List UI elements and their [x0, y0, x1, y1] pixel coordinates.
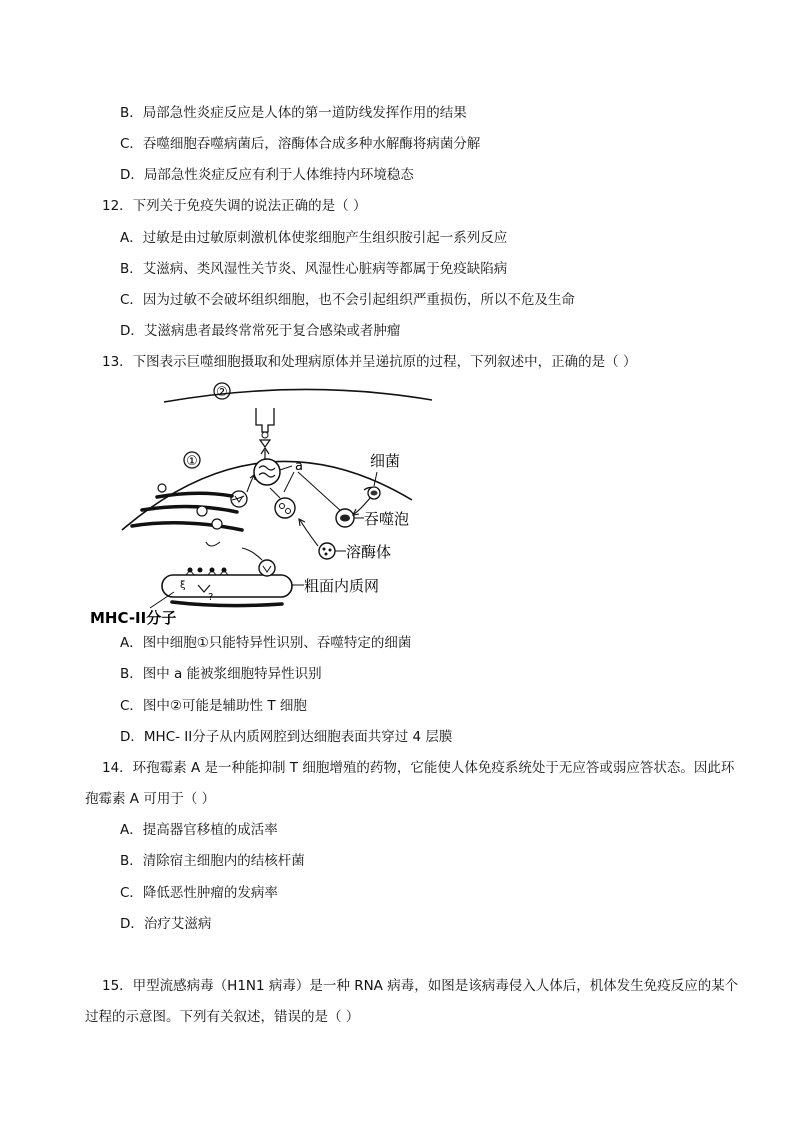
q13-option-b: B．图中 a 能被浆细胞特异性识别	[120, 666, 322, 682]
q13-option-d: D．MHC- II分子从内质网腔到达细胞表面共穿过 4 层膜	[120, 729, 453, 745]
q12-option-c: C．因为过敏不会破坏组织细胞，也不会引起组织严重损伤，所以不危及生命	[120, 292, 575, 308]
label-lysosome: 溶酶体	[346, 543, 392, 561]
q14-option-b: B．清除宿主细胞内的结核杆菌	[120, 853, 305, 869]
q11-option-b: B．局部急性炎症反应是人体的第一道防线发挥作用的结果	[120, 105, 467, 121]
cell1-label: ①	[186, 454, 198, 469]
cell2-membrane	[164, 389, 432, 402]
label-phagosome: 吞噬泡	[364, 510, 410, 528]
q14-option-c: C．降低恶性肿瘤的发病率	[120, 885, 278, 901]
q12-stem: 12．下列关于免疫失调的说法正确的是（ ）	[102, 198, 367, 214]
q12-option-d: D．艾滋病患者最终常常死于复合感染或者肿瘤	[120, 323, 401, 339]
q15-stem-line2: 过程的示意图。下列有关叙述，错误的是（ ）	[85, 1009, 360, 1025]
label-rer: 粗面内质网	[304, 577, 380, 595]
q14-stem-line1: 14．环孢霉素 A 是一种能抑制 T 细胞增殖的药物，它能使人体免疫系统处于无应答或弱应答状态。因此环	[102, 760, 735, 776]
mhc-vesicle	[231, 491, 247, 507]
svg-text:ξ: ξ	[180, 580, 186, 591]
q14-stem-line2: 孢霉素 A 可用于（ ）	[85, 791, 216, 807]
golgi-stack	[157, 493, 232, 497]
q12-option-b: B．艾滋病、类风湿性关节炎、风湿性心脏病等都属于免疫缺陷病	[120, 261, 508, 277]
mhc-surface-icon	[260, 440, 270, 447]
cell2-label: ②	[216, 385, 228, 400]
q13-stem: 13．下图表示巨噬细胞摄取和处理病原体并呈递抗原的过程，下列叙述中，正确的是（ ）	[102, 354, 637, 370]
q14-option-d: D．治疗艾滋病	[120, 916, 212, 932]
label-a: a	[295, 459, 303, 474]
er-vesicle	[259, 560, 275, 576]
q12-option-a: A．过敏是由过敏原刺激机体使浆细胞产生组织胺引起一系列反应	[120, 230, 508, 246]
lysosome	[319, 543, 335, 559]
label-bacteria: 细菌	[370, 452, 401, 470]
q14-option-a: A．提高器官移植的成活率	[120, 822, 278, 838]
q11-option-d: D．局部急性炎症反应有利于人体维持内环境稳态	[120, 167, 414, 183]
q13-option-a: A．图中细胞①只能特异性识别、吞噬特定的细菌	[120, 635, 412, 651]
macrophage-antigen-diagram	[90, 380, 442, 630]
receptor-icon	[256, 408, 274, 432]
antigen-vesicle	[254, 459, 280, 485]
q13-option-c: C．图中②可能是辅助性 T 细胞	[120, 698, 307, 714]
svg-text:?: ?	[208, 592, 214, 603]
processing-vesicle	[275, 498, 295, 518]
label-mhc: MHC-II分子	[90, 609, 177, 627]
q11-option-c: C．吞噬细胞吞噬病菌后，溶酶体合成多种水解酶将病菌分解	[120, 136, 481, 152]
q15-stem-line1: 15．甲型流感病毒（H1N1 病毒）是一种 RNA 病毒，如图是该病毒侵入人体后，机体发生免疫反应的某个	[102, 978, 739, 994]
